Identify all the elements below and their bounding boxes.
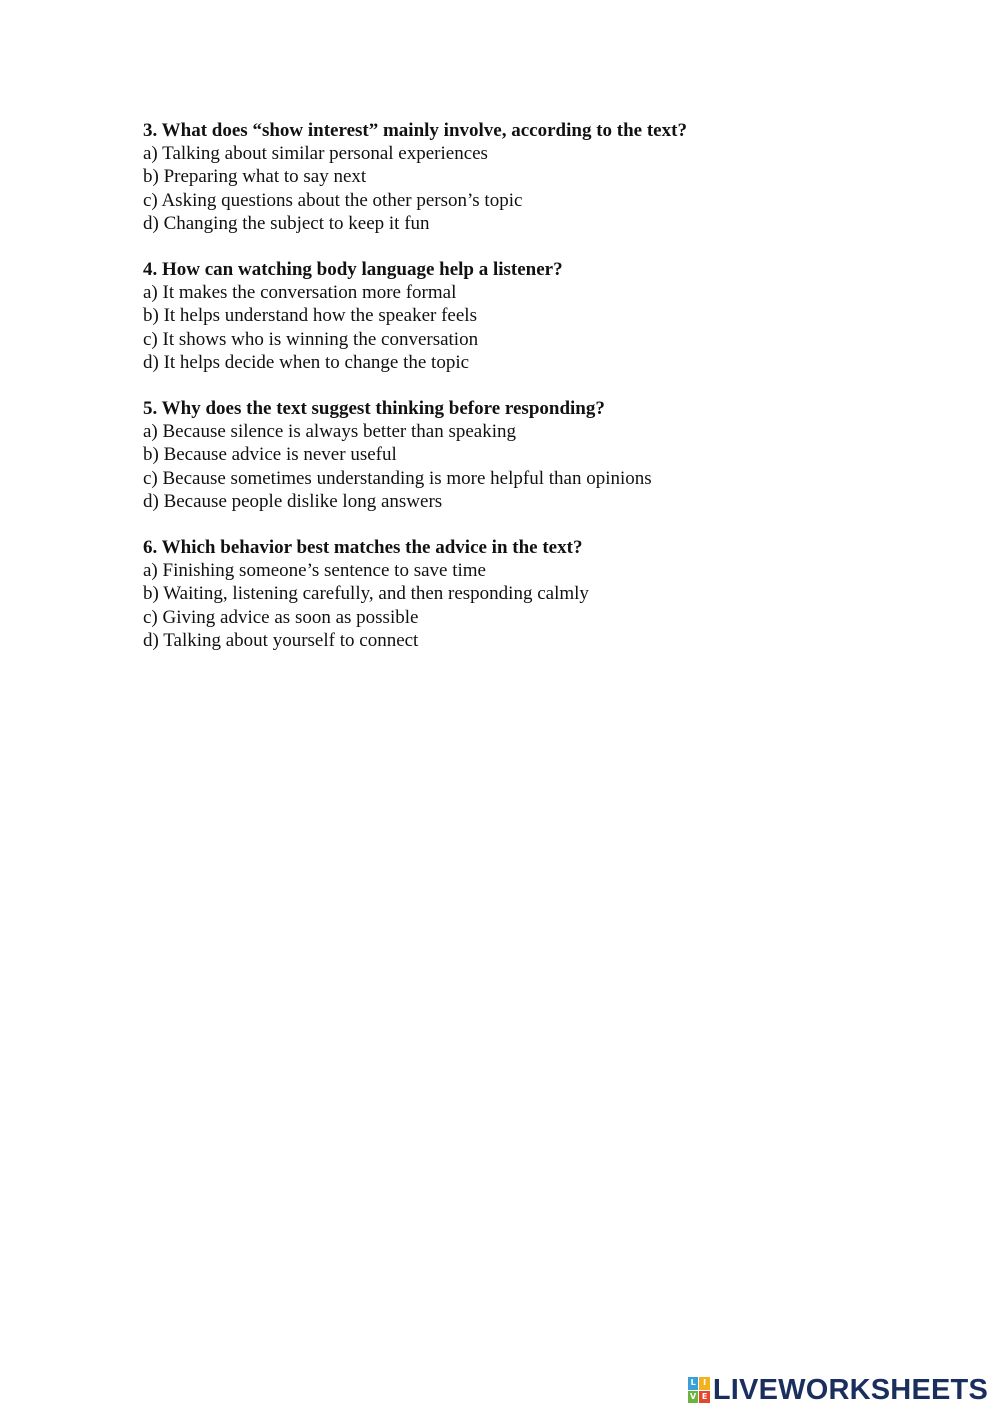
answer-option: a) It makes the conversation more formal (143, 282, 457, 304)
answer-option: c) Giving advice as soon as possible (143, 606, 419, 628)
logo-mark-letter: I (699, 1377, 710, 1390)
answer-option: d) It helps decide when to change the topic (143, 351, 470, 373)
answer-option: c) Because sometimes understanding is more helpful than opinions (143, 467, 652, 489)
liveworksheets-logo-icon (688, 1377, 710, 1403)
answer-option: c) It shows who is winning the conversation (143, 328, 479, 350)
question-3 (143, 119, 903, 235)
answer-option: b) It helps understand how the speaker feels (143, 305, 477, 327)
question-title: 5. Why does the text suggest thinking before responding? (143, 398, 605, 420)
question-list (143, 119, 903, 675)
question-5 (143, 397, 903, 513)
logo-mark-letter: V (688, 1391, 699, 1404)
answer-option: a) Finishing someone’s sentence to save time (143, 560, 486, 582)
question-4 (143, 258, 903, 374)
logo-mark-letter: E (699, 1391, 710, 1404)
answer-option: b) Because advice is never useful (143, 444, 397, 466)
question-title: 4. How can watching body language help a listener? (143, 259, 563, 281)
liveworksheets-logo-text: LIVEWORKSHEETS (712, 1374, 988, 1406)
answer-option: c) Asking questions about the other person’s topic (143, 189, 523, 211)
answer-option: b) Preparing what to say next (143, 166, 367, 188)
liveworksheets-logo (688, 1374, 988, 1406)
question-title: 3. What does “show interest” mainly involve, according to the text? (143, 120, 687, 141)
logo-mark-letter: L (688, 1377, 699, 1390)
answer-option: d) Talking about yourself to connect (143, 629, 419, 651)
question-6 (143, 536, 903, 652)
question-title: 6. Which behavior best matches the advice in the text? (143, 537, 583, 559)
answer-option: d) Because people dislike long answers (143, 490, 443, 512)
answer-option: b) Waiting, listening carefully, and then responding calmly (143, 583, 589, 605)
answer-option: a) Because silence is always better than speaking (143, 421, 516, 443)
answer-option: a) Talking about similar personal experiences (143, 143, 488, 165)
answer-option: d) Changing the subject to keep it fun (143, 212, 430, 234)
